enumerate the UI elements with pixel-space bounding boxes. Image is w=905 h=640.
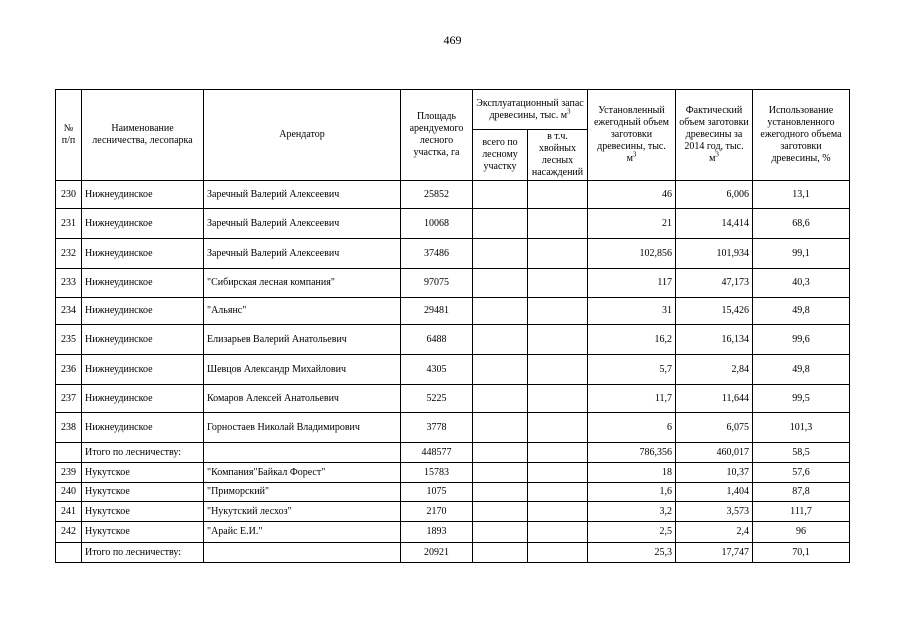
actual-volume: 16,134 xyxy=(676,325,753,355)
actual-volume: 15,426 xyxy=(676,298,753,325)
tenant-name: "Приморский" xyxy=(204,483,401,502)
header-forestry: Наименование лесничества, лесопарка xyxy=(82,90,204,181)
actual-volume: 14,414 xyxy=(676,209,753,239)
row-number: 234 xyxy=(56,298,82,325)
stock-coniferous xyxy=(528,298,588,325)
table-row xyxy=(56,413,850,443)
stock-coniferous xyxy=(528,502,588,522)
annual-volume: 6 xyxy=(588,413,676,443)
table-row xyxy=(56,463,850,483)
stock-total xyxy=(473,239,528,269)
leased-area: 5225 xyxy=(401,385,473,413)
stock-total xyxy=(473,443,528,463)
tenant-name: "Нукутский лесхоз" xyxy=(204,502,401,522)
usage-percent: 49,8 xyxy=(753,355,850,385)
stock-coniferous xyxy=(528,239,588,269)
usage-percent: 99,5 xyxy=(753,385,850,413)
tenant-name: Комаров Алексей Анатольевич xyxy=(204,385,401,413)
row-number: 237 xyxy=(56,385,82,413)
row-number: 236 xyxy=(56,355,82,385)
stock-total xyxy=(473,413,528,443)
table-row xyxy=(56,355,850,385)
leased-area: 448577 xyxy=(401,443,473,463)
leased-area: 10068 xyxy=(401,209,473,239)
row-number: 232 xyxy=(56,239,82,269)
leased-area: 37486 xyxy=(401,239,473,269)
row-number: 235 xyxy=(56,325,82,355)
actual-volume: 10,37 xyxy=(676,463,753,483)
stock-coniferous xyxy=(528,355,588,385)
annual-volume: 786,356 xyxy=(588,443,676,463)
annual-volume: 21 xyxy=(588,209,676,239)
forestry-name: Итого по лесничеству: xyxy=(82,443,204,463)
leased-area: 15783 xyxy=(401,463,473,483)
forestry-name: Нижнеудинское xyxy=(82,298,204,325)
tenant-name: "Альянс" xyxy=(204,298,401,325)
actual-volume: 6,006 xyxy=(676,181,753,209)
subtotal-row xyxy=(56,443,850,463)
stock-coniferous xyxy=(528,181,588,209)
forestry-name: Итого по лесничеству: xyxy=(82,543,204,563)
usage-percent: 49,8 xyxy=(753,298,850,325)
stock-total xyxy=(473,543,528,563)
actual-volume: 6,075 xyxy=(676,413,753,443)
annual-volume: 31 xyxy=(588,298,676,325)
table-row xyxy=(56,325,850,355)
usage-percent: 40,3 xyxy=(753,269,850,298)
stock-coniferous xyxy=(528,443,588,463)
actual-volume: 47,173 xyxy=(676,269,753,298)
usage-percent: 58,5 xyxy=(753,443,850,463)
stock-coniferous xyxy=(528,463,588,483)
header-num: № п/п xyxy=(56,90,82,181)
stock-coniferous xyxy=(528,483,588,502)
actual-volume: 3,573 xyxy=(676,502,753,522)
annual-volume: 117 xyxy=(588,269,676,298)
tenant-name: Елизарьев Валерий Анатольевич xyxy=(204,325,401,355)
annual-volume: 102,856 xyxy=(588,239,676,269)
stock-total xyxy=(473,181,528,209)
leased-area: 29481 xyxy=(401,298,473,325)
tenant-name: "Компания"Байкал Форест" xyxy=(204,463,401,483)
usage-percent: 57,6 xyxy=(753,463,850,483)
table-row xyxy=(56,181,850,209)
header-stock-coniferous: в т.ч. хвойных лесных насаждений xyxy=(528,130,588,181)
actual-volume: 2,84 xyxy=(676,355,753,385)
usage-percent: 101,3 xyxy=(753,413,850,443)
tenant-name: Заречный Валерий Алексеевич xyxy=(204,181,401,209)
leased-area: 1075 xyxy=(401,483,473,502)
header-tenant: Арендатор xyxy=(204,90,401,181)
tenant-name: "Сибирская лесная компания" xyxy=(204,269,401,298)
actual-volume: 1,404 xyxy=(676,483,753,502)
table-row xyxy=(56,239,850,269)
stock-total xyxy=(473,502,528,522)
annual-volume: 5,7 xyxy=(588,355,676,385)
usage-percent: 13,1 xyxy=(753,181,850,209)
row-number: 241 xyxy=(56,502,82,522)
lease-table xyxy=(55,89,850,563)
row-number xyxy=(56,543,82,563)
header-usage: Использование установленного ежегодного объема заготовки древесины, % xyxy=(753,90,850,181)
stock-total xyxy=(473,298,528,325)
leased-area: 97075 xyxy=(401,269,473,298)
usage-percent: 111,7 xyxy=(753,502,850,522)
stock-total xyxy=(473,269,528,298)
header-actual-volume: Фактический объем заготовки древесины за 2014 год, тыс. $м^3$ xyxy=(676,90,753,181)
annual-volume: 46 xyxy=(588,181,676,209)
leased-area: 2170 xyxy=(401,502,473,522)
annual-volume: 25,3 xyxy=(588,543,676,563)
stock-coniferous xyxy=(528,209,588,239)
annual-volume: 16,2 xyxy=(588,325,676,355)
stock-coniferous xyxy=(528,385,588,413)
forestry-name: Нукутское xyxy=(82,502,204,522)
usage-percent: 99,6 xyxy=(753,325,850,355)
row-number: 230 xyxy=(56,181,82,209)
stock-total xyxy=(473,355,528,385)
stock-coniferous xyxy=(528,413,588,443)
annual-volume: 3,2 xyxy=(588,502,676,522)
forestry-name: Нижнеудинское xyxy=(82,181,204,209)
stock-coniferous xyxy=(528,543,588,563)
forestry-name: Нукутское xyxy=(82,463,204,483)
stock-total xyxy=(473,463,528,483)
forestry-name: Нижнеудинское xyxy=(82,413,204,443)
row-number: 240 xyxy=(56,483,82,502)
stock-total xyxy=(473,483,528,502)
row-number: 238 xyxy=(56,413,82,443)
annual-volume: 11,7 xyxy=(588,385,676,413)
usage-percent: 87,8 xyxy=(753,483,850,502)
forestry-name: Нукутское xyxy=(82,483,204,502)
usage-percent: 96 xyxy=(753,522,850,543)
annual-volume: 1,6 xyxy=(588,483,676,502)
tenant-name xyxy=(204,543,401,563)
header-stock-total: всего по лесному участку xyxy=(473,130,528,181)
leased-area: 25852 xyxy=(401,181,473,209)
tenant-name: Заречный Валерий Алексеевич xyxy=(204,209,401,239)
stock-total xyxy=(473,522,528,543)
forestry-name: Нижнеудинское xyxy=(82,209,204,239)
header-stock-group: Эксплуатационный запас древесины, тыс. $м^3$ xyxy=(473,90,588,130)
row-number: 231 xyxy=(56,209,82,239)
row-number xyxy=(56,443,82,463)
forestry-name: Нижнеудинское xyxy=(82,355,204,385)
table-row xyxy=(56,522,850,543)
stock-total xyxy=(473,209,528,239)
actual-volume: 101,934 xyxy=(676,239,753,269)
tenant-name: "Арайс Е.И." xyxy=(204,522,401,543)
actual-volume: 460,017 xyxy=(676,443,753,463)
annual-volume: 18 xyxy=(588,463,676,483)
tenant-name: Шевцов Александр Михайлович xyxy=(204,355,401,385)
leased-area: 20921 xyxy=(401,543,473,563)
stock-coniferous xyxy=(528,522,588,543)
actual-volume: 2,4 xyxy=(676,522,753,543)
stock-coniferous xyxy=(528,269,588,298)
usage-percent: 99,1 xyxy=(753,239,850,269)
table-row xyxy=(56,483,850,502)
row-number: 239 xyxy=(56,463,82,483)
table-row xyxy=(56,269,850,298)
forestry-name: Нижнеудинское xyxy=(82,385,204,413)
table-row xyxy=(56,385,850,413)
usage-percent: 68,6 xyxy=(753,209,850,239)
leased-area: 3778 xyxy=(401,413,473,443)
leased-area: 1893 xyxy=(401,522,473,543)
table-row xyxy=(56,209,850,239)
forestry-name: Нижнеудинское xyxy=(82,325,204,355)
forestry-name: Нукутское xyxy=(82,522,204,543)
page-number: 469 xyxy=(443,33,462,47)
tenant-name xyxy=(204,443,401,463)
header-annual-volume: Установленный ежегодный объем заготовки древесины, тыс. $м^3$ xyxy=(588,90,676,181)
stock-total xyxy=(473,325,528,355)
row-number: 233 xyxy=(56,269,82,298)
row-number: 242 xyxy=(56,522,82,543)
subtotal-row xyxy=(56,543,850,563)
header-area: Площадь арендуемого лесного участка, га xyxy=(401,90,473,181)
leased-area: 4305 xyxy=(401,355,473,385)
stock-coniferous xyxy=(528,325,588,355)
annual-volume: 2,5 xyxy=(588,522,676,543)
usage-percent: 70,1 xyxy=(753,543,850,563)
stock-total xyxy=(473,385,528,413)
tenant-name: Заречный Валерий Алексеевич xyxy=(204,239,401,269)
forestry-name: Нижнеудинское xyxy=(82,239,204,269)
actual-volume: 17,747 xyxy=(676,543,753,563)
tenant-name: Горностаев Николай Владимирович xyxy=(204,413,401,443)
actual-volume: 11,644 xyxy=(676,385,753,413)
leased-area: 6488 xyxy=(401,325,473,355)
table-row xyxy=(56,298,850,325)
forestry-name: Нижнеудинское xyxy=(82,269,204,298)
table-row xyxy=(56,502,850,522)
